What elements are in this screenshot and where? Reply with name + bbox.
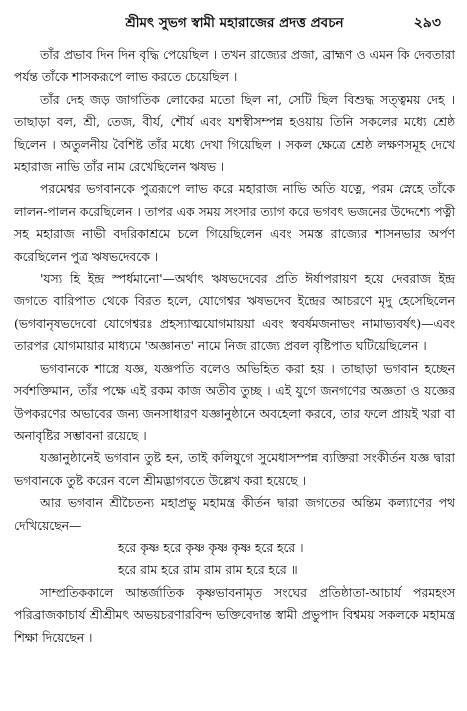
paragraph-1: তাঁর প্রভাব দিন দিন বৃদ্ধি পেয়েছিল । তখন রাজ্যের প্রজা, ব্রাহ্মণ ও এমন কি দেবতারা পর্যন্ত তাঁকে শাসকরূপে লাভ করতে চেয়েছিল । (14, 48, 455, 85)
header-title: শ্রীমৎ সুভগ স্বামী মহারাজের প্রদত্ত প্রবচন (125, 15, 344, 31)
closing-paragraph: সাম্প্রতিককালে আন্তর্জাতিক কৃষ্ণভাবনামৃত সংঘের প্রতিষ্ঠাতা-আচার্য পরমহংস পরিব্রাজকাচার্য শ্রীশ্রীমৎ অভয়চরণারবিন্দ ভক্তিবেদান্ত স্বামী প্রভুপাদ বিশ্বময় সকলকে মহামন্ত্র শিক্ষা দিয়েছেন । (14, 585, 455, 645)
paragraph-7: আর ভগবান শ্রীচৈতন্য মহাপ্রভু মহামন্ত্র কীর্তন দ্বারা জগতের অন্তিম কল্যাণের পথ দেখিয়েছেন— (14, 496, 455, 533)
running-header (14, 10, 455, 36)
mantra-line-2: হরে রাম হরে রাম রাম রাম হরে হরে ॥ (118, 563, 298, 578)
paragraph-4: 'যস্য হি ইন্দ্র স্পর্ধমানো'—অর্থাৎ ঋষভদেবের প্রতি ঈর্ষাপরায়ণ হয়ে দেবরাজ ইন্দ্র জগতে বারিপাত থেকে বিরত হলে, যোগেশ্বর ঋষভদেব ইন্দ্রের আচরণে মৃদু হেসেছিলেন (ভগবানৃষভদেবো যোগেশ্বরঃ প্রহস্যাত্মযোগমায়য়া এবং স্ববর্ষমজনাভং নামাভ্যবর্ষৎ)—এবং তারপর যোগমায়ার মাধ্যমে 'অজ্ঞানত' নামে নিজ রাজ্যে প্রবল বৃষ্টিপাত ঘটিয়েছিলেন । (14, 272, 455, 354)
body-text (14, 44, 455, 649)
paragraph-5: ভগবানকে শাস্ত্রে যজ্ঞ, যজ্ঞপতি বলেও অভিহিত করা হয় । তাছাড়া ভগবান হচ্ছেন সর্বশক্তিমান, তাঁর পক্ষে এই রকম কাজ অতীব তুচ্ছ । এই যুগে জনগণের অজ্ঞতা ও যজ্ঞের উপকরণের অভাবের জন্য জনসাধারণ যজ্ঞানুষ্ঠানে অবহেলা করবে, তার ফলে প্রায়ই খরা বা অনাবৃষ্টির সম্ভাবনা রয়েছে । (14, 361, 455, 443)
paragraph-2: তাঁর দেহ জড় জাগতিক লোকের মতো ছিল না, সেটি ছিল বিশুদ্ধ সত্ত্বময় দেহ । তাছাড়া বল, শ্রী, তেজ, বীর্য, শৌর্য এবং যশস্বীসম্পন্ন হওয়ায় তিনি সকলের মধ্যে শ্রেষ্ঠ ছিলেন । অতুলনীয় বৈশিষ্ট তাঁর মধ্যে দেখা গিয়েছিল । সকল ক্ষেত্রে শ্রেষ্ঠ লক্ষণসমূহ দেখে মহারাজ নাভি তাঁর নাম রেখেছিলেন ঋষভ । (14, 92, 455, 175)
page-number: ২৯৩ (413, 15, 441, 31)
paragraph-6: যজ্ঞানুষ্ঠানেই ভগবান তুষ্ট হন, তাই কলিযুগে সুমেধাসম্পন্ন ব্যক্তিরা সংকীর্তন যজ্ঞ দ্বারা ভগবানকে তুষ্ট করেন বলে শ্রীমদ্ভাগবতে উল্লেখ করা হয়েছে । (14, 451, 455, 488)
paragraph-3: পরমেশ্বর ভগবানকে পুত্ররূপে লাভ করে মহারাজ নাভি অতি যত্নে, পরম স্নেহে তাঁকে লালন-পালন করেছিলেন । তাপর এক সময় সংসার ত্যাগ করে ভগবৎ ভজনের উদ্দেশ্যে পত্নী সহ মহারাজ নাভী বদরিকাশ্রমে চলে গিয়েছিলেন এবং সমস্ত রাজ্যের শাসনভার অর্পণ করেছিলেন পুত্র ঋষভদেবকে । (14, 182, 455, 264)
mantra-line-1: হরে কৃষ্ণ হরে কৃষ্ণ কৃষ্ণ কৃষ্ণ হরে হরে । (118, 540, 304, 555)
